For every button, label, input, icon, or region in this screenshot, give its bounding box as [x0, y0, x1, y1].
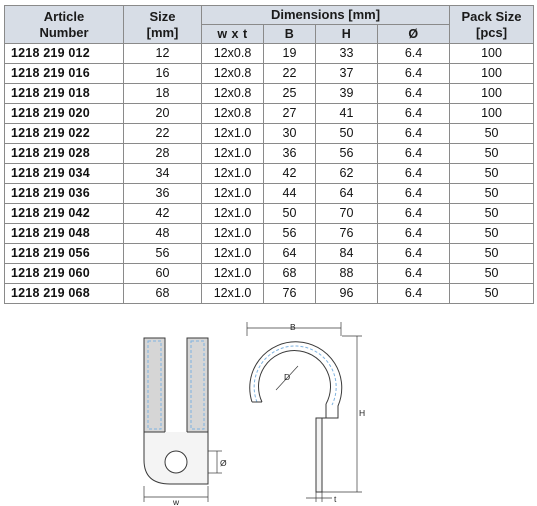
article-number-cell: 1218 219 018 [5, 84, 124, 104]
b-label: B [290, 322, 296, 332]
pack-size-cell: 50 [450, 164, 534, 184]
size-cell: 28 [124, 144, 202, 164]
pack-size-cell: 50 [450, 224, 534, 244]
wxt-cell: 12x1.0 [202, 144, 264, 164]
h-cell: 70 [316, 204, 378, 224]
b-cell: 27 [264, 104, 316, 124]
b-cell: 68 [264, 264, 316, 284]
article-number-cell: 1218 219 036 [5, 184, 124, 204]
diameter-cell: 6.4 [378, 184, 450, 204]
article-number-cell: 1218 219 048 [5, 224, 124, 244]
article-number-cell: 1218 219 012 [5, 44, 124, 64]
size-cell: 18 [124, 84, 202, 104]
pack-size-cell: 50 [450, 284, 534, 304]
pack-size-cell: 100 [450, 84, 534, 104]
size-cell: 42 [124, 204, 202, 224]
table-row [5, 244, 534, 264]
pack-size-cell: 50 [450, 204, 534, 224]
dimensions-header: Dimensions [mm] [202, 6, 450, 25]
table-row [5, 224, 534, 244]
pack-size-cell: 50 [450, 144, 534, 164]
h-cell: 88 [316, 264, 378, 284]
h-cell: 64 [316, 184, 378, 204]
diameter-cell: 6.4 [378, 44, 450, 64]
pack-size-cell: 50 [450, 124, 534, 144]
wxt-cell: 12x1.0 [202, 244, 264, 264]
pack-size-cell: 50 [450, 184, 534, 204]
size-cell: 60 [124, 264, 202, 284]
table-row [5, 264, 534, 284]
diameter-cell: 6.4 [378, 104, 450, 124]
article-number-cell: 1218 219 028 [5, 144, 124, 164]
wxt-cell: 12x0.8 [202, 84, 264, 104]
right-leg-shape [187, 338, 208, 432]
size-cell: 16 [124, 64, 202, 84]
loop-inner [259, 351, 331, 404]
b-cell: 64 [264, 244, 316, 264]
article-number-cell: 1218 219 056 [5, 244, 124, 264]
wxt-cell: 12x0.8 [202, 104, 264, 124]
article-number-cell: 1218 219 042 [5, 204, 124, 224]
size-cell: 12 [124, 44, 202, 64]
wxt-header: w x t [202, 25, 264, 44]
size-cell: 34 [124, 164, 202, 184]
size-cell: 68 [124, 284, 202, 304]
b-cell: 56 [264, 224, 316, 244]
article-number-cell: 1218 219 016 [5, 64, 124, 84]
h-cell: 33 [316, 44, 378, 64]
article-number-cell: 1218 219 060 [5, 264, 124, 284]
diameter-cell: 6.4 [378, 284, 450, 304]
table-row [5, 44, 534, 64]
h-cell: 41 [316, 104, 378, 124]
b-cell: 76 [264, 284, 316, 304]
diameter-cell: 6.4 [378, 224, 450, 244]
table-row [5, 124, 534, 144]
h-cell: 76 [316, 224, 378, 244]
pack-size-header: Pack Size [pcs] [450, 6, 534, 44]
diameter-cell: 6.4 [378, 124, 450, 144]
wxt-cell: 12x0.8 [202, 44, 264, 64]
table-row [5, 284, 534, 304]
pack-size-cell: 100 [450, 64, 534, 84]
pack-size-cell: 100 [450, 44, 534, 64]
h-cell: 39 [316, 84, 378, 104]
t-label: t [334, 494, 337, 504]
size-cell: 56 [124, 244, 202, 264]
diameter-label: Ø [220, 458, 227, 468]
size-cell: 48 [124, 224, 202, 244]
table-row [5, 184, 534, 204]
table-row [5, 84, 534, 104]
h-cell: 56 [316, 144, 378, 164]
h-cell: 50 [316, 124, 378, 144]
diameter-cell: 6.4 [378, 84, 450, 104]
pack-size-cell: 50 [450, 244, 534, 264]
article-number-cell: 1218 219 068 [5, 284, 124, 304]
clip-technical-drawing [0, 310, 537, 506]
article-number-cell: 1218 219 034 [5, 164, 124, 184]
b-cell: 44 [264, 184, 316, 204]
b-cell: 42 [264, 164, 316, 184]
wxt-cell: 12x1.0 [202, 284, 264, 304]
size-cell: 36 [124, 184, 202, 204]
b-cell: 25 [264, 84, 316, 104]
size-cell: 22 [124, 124, 202, 144]
h-label: H [359, 408, 366, 418]
mounting-hole [165, 451, 187, 473]
d-label: D [284, 372, 291, 382]
loop-outer [250, 342, 342, 418]
table-row [5, 144, 534, 164]
diameter-header: Ø [378, 25, 450, 44]
b-cell: 22 [264, 64, 316, 84]
article-number-cell: 1218 219 022 [5, 124, 124, 144]
diameter-cell: 6.4 [378, 204, 450, 224]
wxt-cell: 12x0.8 [202, 64, 264, 84]
wxt-cell: 12x1.0 [202, 164, 264, 184]
pack-size-cell: 100 [450, 104, 534, 124]
b-header: B [264, 25, 316, 44]
left-leg-shape [144, 338, 165, 432]
clip-front-view [144, 338, 222, 502]
size-header: Size [mm] [124, 6, 202, 44]
side-leg [316, 418, 322, 492]
diameter-cell: 6.4 [378, 144, 450, 164]
b-cell: 19 [264, 44, 316, 64]
pack-size-cell: 50 [450, 264, 534, 284]
size-cell: 20 [124, 104, 202, 124]
h-cell: 37 [316, 64, 378, 84]
width-label: w [173, 497, 180, 506]
diameter-cell: 6.4 [378, 64, 450, 84]
h-cell: 62 [316, 164, 378, 184]
table-row [5, 64, 534, 84]
wxt-cell: 12x1.0 [202, 124, 264, 144]
b-cell: 50 [264, 204, 316, 224]
clip-side-view [247, 322, 362, 502]
spec-table-body [5, 44, 534, 304]
article-number-header: Article Number [5, 6, 124, 44]
diameter-cell: 6.4 [378, 244, 450, 264]
table-row [5, 104, 534, 124]
product-spec-table [4, 5, 534, 304]
article-number-cell: 1218 219 020 [5, 104, 124, 124]
h-cell: 96 [316, 284, 378, 304]
loop-inlay [254, 346, 336, 405]
wxt-cell: 12x1.0 [202, 224, 264, 244]
wxt-cell: 12x1.0 [202, 264, 264, 284]
diameter-cell: 6.4 [378, 264, 450, 284]
b-cell: 36 [264, 144, 316, 164]
diameter-cell: 6.4 [378, 164, 450, 184]
table-row [5, 164, 534, 184]
h-header: H [316, 25, 378, 44]
wxt-cell: 12x1.0 [202, 204, 264, 224]
b-cell: 30 [264, 124, 316, 144]
wxt-cell: 12x1.0 [202, 184, 264, 204]
h-cell: 84 [316, 244, 378, 264]
table-row [5, 204, 534, 224]
